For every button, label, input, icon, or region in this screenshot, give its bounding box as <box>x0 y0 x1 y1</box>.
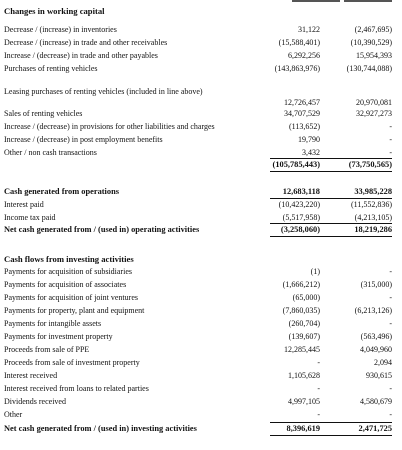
subtotal-row <box>0 159 402 170</box>
row-value-current: - <box>317 384 320 393</box>
row-value-current: 12,285,445 <box>284 345 320 354</box>
row-value-current: (1) <box>310 267 320 276</box>
row-value-prior: - <box>389 319 392 328</box>
subtotal-rule <box>270 171 392 172</box>
row-value-current: (3,258,060) <box>280 225 320 234</box>
table-row <box>0 24 402 35</box>
row-value-prior: (315,000) <box>360 280 392 289</box>
table-row <box>0 37 402 48</box>
row-value-prior: (563,496) <box>360 332 392 341</box>
row-label: Cash generated from operations <box>4 187 119 196</box>
row-label: Decrease / (increase) in trade and other receivables <box>4 38 168 47</box>
row-value-prior: (130,744,088) <box>346 64 392 73</box>
row-value-current: (5,517,958) <box>282 213 320 222</box>
row-value-prior: - <box>389 293 392 302</box>
row-value-prior: - <box>389 267 392 276</box>
row-label: Interest received <box>4 371 58 380</box>
row-label: Leasing purchases of renting vehicles (included in line above) <box>4 87 203 96</box>
row-value-current: 4,997,105 <box>288 397 320 406</box>
section-title-text: Changes in working capital <box>4 6 105 16</box>
row-value-current: 19,790 <box>298 135 320 144</box>
table-row <box>0 212 402 223</box>
section-title <box>0 6 402 17</box>
table-row <box>0 370 402 381</box>
row-value-prior: 32,927,273 <box>356 109 392 118</box>
total-rule <box>270 236 392 237</box>
table-row <box>0 305 402 316</box>
row-value-current: - <box>317 410 320 419</box>
table-row <box>0 318 402 329</box>
table-row <box>0 134 402 145</box>
row-value-current: (143,863,976) <box>274 64 320 73</box>
row-value-prior: (11,552,836) <box>350 200 392 209</box>
row-value-current: 1,105,628 <box>288 371 320 380</box>
row-value-current: 12,726,457 <box>284 98 320 107</box>
table-row <box>0 121 402 132</box>
row-label: Increase / (decrease) in trade and other payables <box>4 51 158 60</box>
row-label: Proceeds from sale of PPE <box>4 345 90 354</box>
row-value-current: 34,707,529 <box>284 109 320 118</box>
row-value-current: (113,652) <box>288 122 320 131</box>
row-value-current: (10,423,220) <box>278 200 320 209</box>
row-value-prior: 4,049,960 <box>360 345 392 354</box>
row-label: Income tax paid <box>4 213 56 222</box>
total-row <box>0 423 402 434</box>
row-label: Increase / (decrease) in post employment benefits <box>4 135 163 144</box>
row-value-current: - <box>317 358 320 367</box>
row-value-current: (65,000) <box>292 293 320 302</box>
row-label: Other / non cash transactions <box>4 148 97 157</box>
row-value-prior: 930,615 <box>366 371 392 380</box>
table-row <box>0 344 402 355</box>
row-value-prior: - <box>389 148 392 157</box>
row-label: Interest paid <box>4 200 44 209</box>
table-row <box>0 108 402 119</box>
row-label: Payments for acquisition of subsidiaries <box>4 267 132 276</box>
row-label: Payments for investment property <box>4 332 113 341</box>
row-value-current: (7,860,035) <box>282 306 320 315</box>
top-rule <box>344 0 392 2</box>
table-row <box>0 357 402 368</box>
section-title <box>0 254 402 265</box>
row-label: Decrease / (increase) in inventories <box>4 25 117 34</box>
row-value-prior: 20,970,081 <box>356 98 392 107</box>
total-row <box>0 224 402 235</box>
row-label: Sales of renting vehicles <box>4 109 83 118</box>
row-value-current: 6,292,256 <box>288 51 320 60</box>
row-value-prior: - <box>389 384 392 393</box>
table-row <box>0 396 402 407</box>
row-label: Payments for acquisition of joint ventures <box>4 293 138 302</box>
row-value-prior: 18,219,286 <box>354 225 392 234</box>
row-value-current: 12,683,118 <box>282 187 320 196</box>
row-label: Dividends received <box>4 397 66 406</box>
row-value-current: (15,588,401) <box>278 38 320 47</box>
row-value-prior: (2,467,695) <box>354 25 392 34</box>
row-value-prior: - <box>389 410 392 419</box>
row-value-prior: 2,471,725 <box>358 424 392 433</box>
table-row <box>0 266 402 277</box>
section-title-text: Cash flows from investing activities <box>4 254 134 264</box>
row-label: Payments for intangible assets <box>4 319 102 328</box>
table-row <box>0 63 402 74</box>
row-value-prior: (4,213,105) <box>354 213 392 222</box>
row-value-prior: 15,954,393 <box>356 51 392 60</box>
table-row <box>0 409 402 420</box>
table-row <box>0 292 402 303</box>
row-label: Increase / (decrease) in provisions for other liabilities and charges <box>4 122 215 131</box>
top-rule <box>292 0 340 2</box>
row-value-current: 3,432 <box>302 148 320 157</box>
table-row <box>0 97 402 108</box>
row-value-prior: - <box>389 135 392 144</box>
row-label: Purchases of renting vehicles <box>4 64 98 73</box>
row-value-prior: 2,094 <box>374 358 392 367</box>
row-value-current: (1,666,212) <box>282 280 320 289</box>
row-value-prior: - <box>389 122 392 131</box>
table-row <box>0 86 402 97</box>
table-row <box>0 147 402 158</box>
row-value-prior: (73,750,565) <box>348 160 392 169</box>
row-label: Net cash generated from / (used in) investing activities <box>4 424 197 433</box>
row-label: Interest received from loans to related parties <box>4 384 149 393</box>
row-value-current: (260,704) <box>288 319 320 328</box>
row-value-current: 31,122 <box>298 25 320 34</box>
table-row <box>0 383 402 394</box>
table-row <box>0 50 402 61</box>
row-value-current: 8,396,619 <box>286 424 320 433</box>
row-label: Net cash generated from / (used in) operating activities <box>4 225 200 234</box>
table-row <box>0 331 402 342</box>
total-rule <box>270 435 392 436</box>
row-value-current: (105,785,443) <box>272 160 320 169</box>
row-label: Payments for property, plant and equipment <box>4 306 145 315</box>
row-value-prior: (10,390,529) <box>350 38 392 47</box>
table-row <box>0 279 402 290</box>
table-row <box>0 186 402 197</box>
row-value-prior: 33,985,228 <box>354 187 392 196</box>
row-value-prior: (6,213,126) <box>354 306 392 315</box>
row-value-prior: 4,580,679 <box>360 397 392 406</box>
row-label: Other <box>4 410 23 419</box>
row-value-current: (139,607) <box>288 332 320 341</box>
row-label: Payments for acquisition of associates <box>4 280 127 289</box>
row-label: Proceeds from sale of investment property <box>4 358 140 367</box>
table-row <box>0 199 402 210</box>
